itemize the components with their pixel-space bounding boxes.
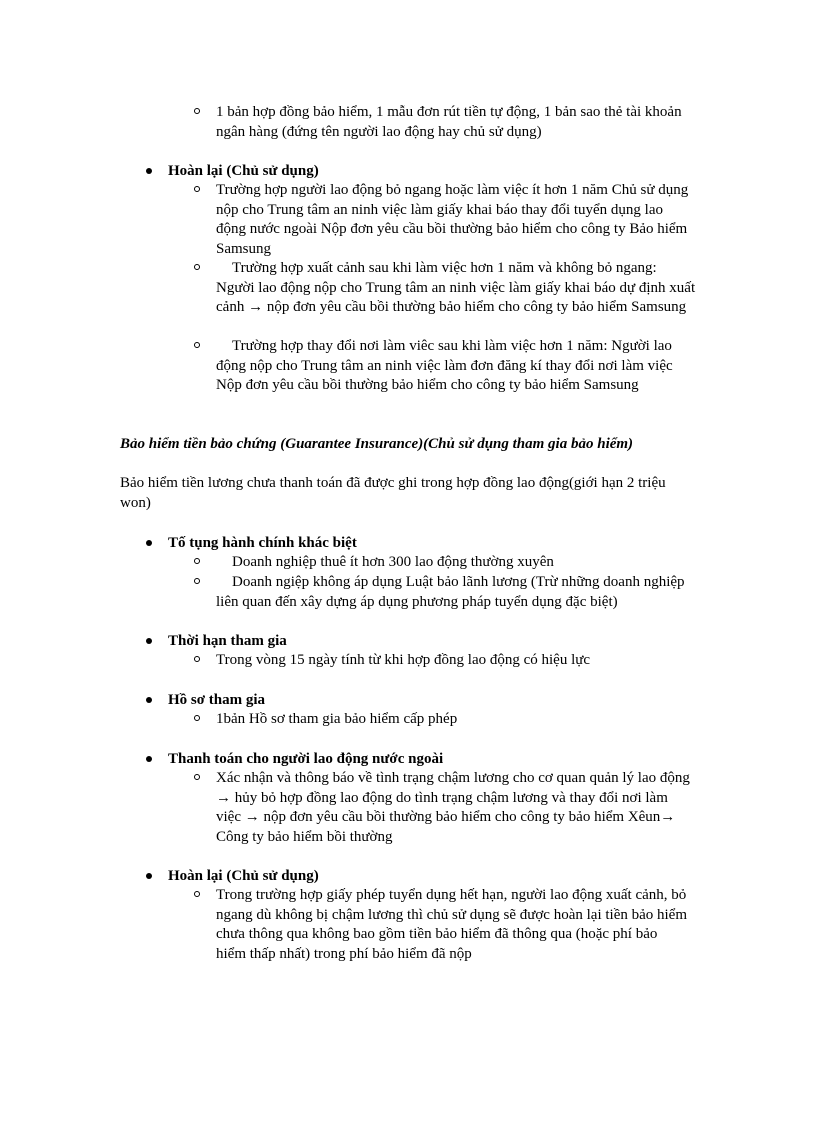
bullet-heading: Thời hạn tham gia xyxy=(168,632,287,652)
bullet-heading: Hồ sơ tham gia xyxy=(168,691,265,711)
list-item: Trường hợp người lao động bỏ ngang hoặc làm việc ít hơn 1 năm Chủ sử dụng nộp cho Trung tâm an ninh việc làm giấy khai báo thay đổi tuyển dụng lao động nước ngoài Nộp đơn yêu cầu bồi thường bảo hiểm cho công ty Bảo hiểm Samsung xyxy=(216,181,696,259)
bullet-icon xyxy=(146,168,152,174)
list-item: Trong trường hợp giấy phép tuyển dụng hết hạn, người lao động xuất cảnh, bỏ ngang dù không bị chậm lương thì chủ sử dụng sẽ được hoàn lại tiền bảo hiểm chưa thông qua không bao gồm tiền bảo hiểm đã thông qua (hoặc phí bảo hiểm thấp nhất) trong phí bảo hiểm đã nộp xyxy=(216,886,688,964)
bullet-heading: Hoàn lại (Chủ sử dụng) xyxy=(168,867,319,887)
bullet-icon xyxy=(146,697,152,703)
circle-bullet-icon xyxy=(194,342,200,348)
list-item: Xác nhận và thông báo về tình trạng chậm lương cho cơ quan quản lý lao động → hủy bỏ hợp đồng lao động do tình trạng chậm lương và thay đổi nơi làm việc → nộp đơn yêu cầu bồi thường bảo hiểm cho công ty bảo hiểm Xêun→ Công ty bảo hiểm bồi thường xyxy=(216,769,694,847)
bullet-heading: Thanh toán cho người lao động nước ngoài xyxy=(168,750,443,770)
bullet-icon xyxy=(146,756,152,762)
circle-bullet-icon xyxy=(194,891,200,897)
list-item: Trường hợp xuất cảnh sau khi làm việc hơn 1 năm và không bỏ ngang: Người lao động nộp cho Trung tâm an ninh việc làm giấy khai báo dự định xuất cảnh → nộp đơn yêu cầu bồi thường bảo hiểm cho công ty bảo hiểm Samsung xyxy=(216,259,696,318)
list-item: 1bản Hồ sơ tham gia bảo hiểm cấp phép xyxy=(216,710,700,730)
circle-bullet-icon xyxy=(194,186,200,192)
bullet-heading: Tố tụng hành chính khác biệt xyxy=(168,534,357,554)
circle-bullet-icon xyxy=(194,558,200,564)
circle-bullet-icon xyxy=(194,108,200,114)
circle-bullet-icon xyxy=(194,264,200,270)
section-title: Bảo hiểm tiền bảo chứng (Guarantee Insurance)(Chủ sử dụng tham gia bảo hiểm) xyxy=(120,436,634,452)
bullet-heading: Hoàn lại (Chủ sử dụng) xyxy=(168,162,319,182)
list-item: Doanh nghiệp thuê ít hơn 300 lao động thường xuyên xyxy=(216,553,700,573)
list-item: Trường hợp thay đổi nơi làm viêc sau khi làm việc hơn 1 năm: Người lao động nộp cho Trung tâm an ninh việc làm đơn đăng kí thay đổi nơi làm việc Nộp đơn yêu cầu bồi thường bảo hiểm cho công ty bảo hiểm Samsung xyxy=(216,337,696,396)
list-item: Trong vòng 15 ngày tính từ khi hợp đồng lao động có hiệu lực xyxy=(216,651,700,671)
intro-paragraph: Bảo hiểm tiền lương chưa thanh toán đã được ghi trong hợp đồng lao động(giới hạn 2 triệu won) xyxy=(120,475,666,511)
bullet-icon xyxy=(146,638,152,644)
circle-bullet-icon xyxy=(194,715,200,721)
bullet-icon xyxy=(146,540,152,546)
circle-bullet-icon xyxy=(194,578,200,584)
bullet-icon xyxy=(146,873,152,879)
list-item: 1 bản hợp đồng bảo hiểm, 1 mẫu đơn rút tiền tự động, 1 bản sao thẻ tài khoản ngân hàng (đứng tên người lao động hay chủ sử dụng) xyxy=(216,103,686,142)
circle-bullet-icon xyxy=(194,774,200,780)
circle-bullet-icon xyxy=(194,656,200,662)
list-item: Doanh ngiệp không áp dụng Luật bảo lãnh lương (Trừ những doanh nghiệp liên quan đến xây dựng áp dụng phương pháp tuyển dụng đặc biệt) xyxy=(216,573,696,612)
